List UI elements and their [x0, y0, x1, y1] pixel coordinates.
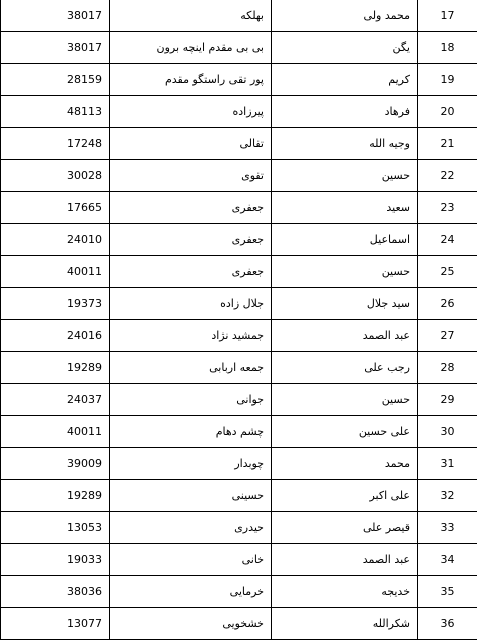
- table-row: [1, 0, 477, 32]
- last-name-cell: جعفری: [110, 192, 272, 224]
- code-cell: 48113: [1, 96, 110, 128]
- last-name-cell: حیدری: [110, 512, 272, 544]
- last-name-cell: جعفری: [110, 256, 272, 288]
- last-name-cell: بی بی مقدم اینچه برون: [110, 32, 272, 64]
- table-row: [1, 224, 477, 256]
- table-row: [1, 544, 477, 576]
- row-number-cell: 22: [418, 160, 477, 192]
- table-row: [1, 480, 477, 512]
- last-name-cell: جلال زاده: [110, 288, 272, 320]
- records-table-body: [1, 0, 477, 640]
- last-name-cell: حسینی: [110, 480, 272, 512]
- row-number-cell: 20: [418, 96, 477, 128]
- row-number-cell: 24: [418, 224, 477, 256]
- code-cell: 13053: [1, 512, 110, 544]
- table-row: [1, 256, 477, 288]
- table-row: [1, 416, 477, 448]
- row-number-cell: 23: [418, 192, 477, 224]
- first-name-cell: اسماعیل: [272, 224, 418, 256]
- last-name-cell: جوانی: [110, 384, 272, 416]
- table-row: [1, 64, 477, 96]
- first-name-cell: کریم: [272, 64, 418, 96]
- code-cell: 24010: [1, 224, 110, 256]
- last-name-cell: چوبدار: [110, 448, 272, 480]
- row-number-cell: 28: [418, 352, 477, 384]
- code-cell: 39009: [1, 448, 110, 480]
- row-number-cell: 26: [418, 288, 477, 320]
- code-cell: 19289: [1, 480, 110, 512]
- table-row: [1, 32, 477, 64]
- last-name-cell: جمشید نژاد: [110, 320, 272, 352]
- last-name-cell: پور تقی راستگو مقدم: [110, 64, 272, 96]
- first-name-cell: عبد الصمد: [272, 544, 418, 576]
- first-name-cell: خدیجه: [272, 576, 418, 608]
- first-name-cell: حسین: [272, 256, 418, 288]
- last-name-cell: تقوی: [110, 160, 272, 192]
- table-row: [1, 192, 477, 224]
- code-cell: 19033: [1, 544, 110, 576]
- code-cell: 17248: [1, 128, 110, 160]
- table-row: [1, 448, 477, 480]
- code-cell: 19373: [1, 288, 110, 320]
- table-row: [1, 352, 477, 384]
- row-number-cell: 17: [418, 0, 477, 32]
- row-number-cell: 33: [418, 512, 477, 544]
- row-number-cell: 25: [418, 256, 477, 288]
- code-cell: 38036: [1, 576, 110, 608]
- first-name-cell: حسین: [272, 160, 418, 192]
- table-row: [1, 288, 477, 320]
- code-cell: 38017: [1, 0, 110, 32]
- table-row: [1, 128, 477, 160]
- first-name-cell: قیصر علی: [272, 512, 418, 544]
- row-number-cell: 35: [418, 576, 477, 608]
- table-row: [1, 608, 477, 640]
- table-row: [1, 512, 477, 544]
- row-number-cell: 30: [418, 416, 477, 448]
- first-name-cell: حسین: [272, 384, 418, 416]
- last-name-cell: چشم دهام: [110, 416, 272, 448]
- code-cell: 40011: [1, 416, 110, 448]
- first-name-cell: محمد ولی: [272, 0, 418, 32]
- last-name-cell: جمعه اربابی: [110, 352, 272, 384]
- table-row: [1, 320, 477, 352]
- last-name-cell: خرمایی: [110, 576, 272, 608]
- row-number-cell: 36: [418, 608, 477, 640]
- table-row: [1, 576, 477, 608]
- first-name-cell: وجیه الله: [272, 128, 418, 160]
- code-cell: 24016: [1, 320, 110, 352]
- code-cell: 17665: [1, 192, 110, 224]
- first-name-cell: علی اکبر: [272, 480, 418, 512]
- last-name-cell: پیرزاده: [110, 96, 272, 128]
- first-name-cell: علی حسین: [272, 416, 418, 448]
- table-row: [1, 160, 477, 192]
- last-name-cell: جعفری: [110, 224, 272, 256]
- table-row: [1, 96, 477, 128]
- row-number-cell: 18: [418, 32, 477, 64]
- code-cell: 19289: [1, 352, 110, 384]
- code-cell: 38017: [1, 32, 110, 64]
- last-name-cell: تقالی: [110, 128, 272, 160]
- row-number-cell: 32: [418, 480, 477, 512]
- first-name-cell: عبد الصمد: [272, 320, 418, 352]
- first-name-cell: محمد: [272, 448, 418, 480]
- code-cell: 40011: [1, 256, 110, 288]
- row-number-cell: 31: [418, 448, 477, 480]
- last-name-cell: خانی: [110, 544, 272, 576]
- code-cell: 30028: [1, 160, 110, 192]
- first-name-cell: یگن: [272, 32, 418, 64]
- last-name-cell: بهلکه: [110, 0, 272, 32]
- first-name-cell: سید جلال: [272, 288, 418, 320]
- first-name-cell: فرهاد: [272, 96, 418, 128]
- code-cell: 13077: [1, 608, 110, 640]
- row-number-cell: 21: [418, 128, 477, 160]
- row-number-cell: 27: [418, 320, 477, 352]
- code-cell: 24037: [1, 384, 110, 416]
- first-name-cell: رجب علی: [272, 352, 418, 384]
- table-row: [1, 384, 477, 416]
- row-number-cell: 19: [418, 64, 477, 96]
- last-name-cell: خشخویی: [110, 608, 272, 640]
- row-number-cell: 29: [418, 384, 477, 416]
- first-name-cell: سعید: [272, 192, 418, 224]
- first-name-cell: شکرالله: [272, 608, 418, 640]
- row-number-cell: 34: [418, 544, 477, 576]
- code-cell: 28159: [1, 64, 110, 96]
